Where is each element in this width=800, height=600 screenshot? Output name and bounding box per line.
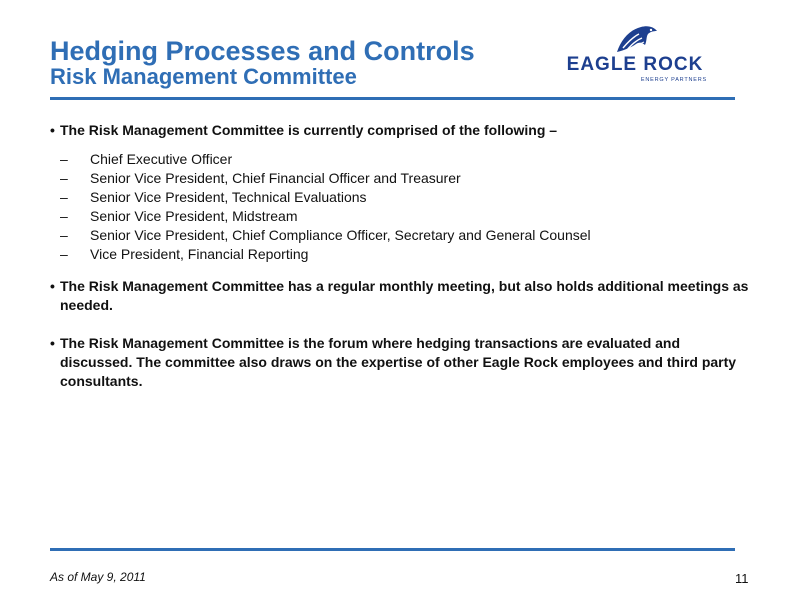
bullet-marker: • — [50, 278, 55, 294]
bullet-text: The Risk Management Committee is currently comprised of the following – — [60, 122, 558, 138]
bullet-meeting-schedule — [50, 277, 750, 315]
slide-title: Hedging Processes and Controls — [50, 36, 475, 66]
list-item — [50, 169, 750, 188]
list-item-text: Senior Vice President, Technical Evaluations — [90, 189, 367, 205]
bullet-text: The Risk Management Committee is the forum where hedging transactions are evaluated and discussed. The committee also draws on the expertise of other Eagle Rock employees and third party consultants. — [60, 335, 737, 389]
bullet-text: The Risk Management Committee has a regular monthly meeting, but also holds additional meetings as needed. — [60, 278, 749, 313]
bullet-marker: • — [50, 335, 55, 351]
logo-wordmark: EAGLE ROCK — [566, 54, 704, 75]
list-item — [50, 207, 750, 226]
list-item-text: Senior Vice President, Chief Financial Officer and Treasurer — [90, 170, 461, 186]
bullet-marker: • — [50, 122, 55, 138]
list-item — [50, 188, 750, 207]
dash-marker: – — [60, 227, 68, 243]
dash-marker: – — [60, 208, 68, 224]
dash-marker: – — [60, 246, 68, 262]
list-item — [50, 226, 750, 245]
list-item-text: Chief Executive Officer — [90, 151, 233, 167]
eagle-rock-logo — [555, 22, 715, 88]
list-item-text: Senior Vice President, Midstream — [90, 208, 298, 224]
list-item — [50, 245, 750, 264]
logo-tagline: ENERGY PARTNERS — [640, 77, 707, 83]
page-number: 11 — [735, 571, 749, 586]
footer-date: As of May 9, 2011 — [50, 570, 146, 584]
committee-member-list — [50, 150, 750, 264]
slide-body — [50, 121, 750, 391]
list-item-text: Vice President, Financial Reporting — [90, 246, 309, 262]
list-item-text: Senior Vice President, Chief Compliance Officer, Secretary and General Counsel — [90, 227, 591, 243]
header-divider — [50, 97, 735, 100]
dash-marker: – — [60, 170, 68, 186]
bullet-committee-forum — [50, 334, 750, 391]
list-item — [50, 150, 750, 169]
dash-marker: – — [60, 151, 68, 167]
footer-divider — [50, 548, 735, 551]
eagle-head-icon — [615, 22, 659, 56]
dash-marker: – — [60, 189, 68, 205]
slide-subtitle: Risk Management Committee — [50, 64, 357, 89]
bullet-committee-members — [50, 121, 750, 140]
